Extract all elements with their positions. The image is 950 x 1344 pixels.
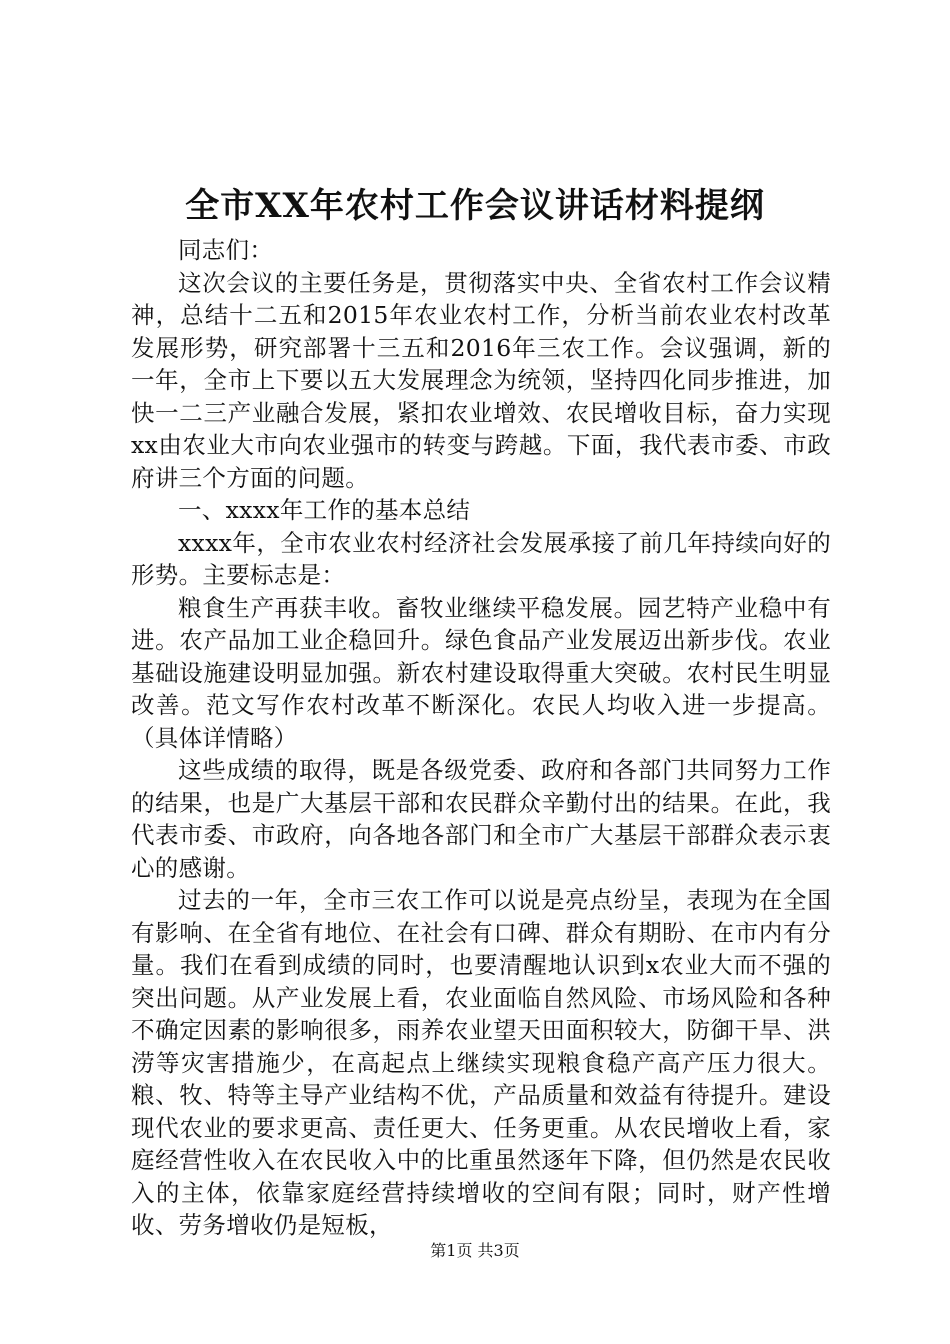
paragraph-problems: 过去的一年，全市三农工作可以说是亮点纷呈，表现为在全国有影响、在全省有地位、在社会有口碑、群众有期盼、在市内有分量。我们在看到成绩的同时，也要清醒地认识到x农业大而不强的突出问题。从产业发展上看，农业面临自然风险、市场风险和各种不确定因素的影响很多，雨养农业望天田面积较大，防御干旱、洪涝等灾害措施少，在高起点上继续实现粮食稳产高产压力很大。粮、牧、特等主导产业结构不优，产品质量和效益有待提升。建设现代农业的要求更高、责任更大、任务更重。从农民增收上看，家庭经营性收入在农民收入中的比重虽然逐年下降，但仍然是农民收入的主体，依靠家庭经营持续增收的空间有限；同时，财产性增收、劳务增收仍是短板， <box>131 886 831 1239</box>
document-title: 全市XX年农村工作会议讲话材料提纲 <box>185 186 765 226</box>
paragraph-salutation: 同志们： <box>178 236 274 264</box>
paragraph-summary: xxxx年，全市农业农村经济社会发展承接了前几年持续向好的形势。主要标志是： <box>131 528 831 589</box>
paragraph-achievements: 粮食生产再获丰收。畜牧业继续平稳发展。园艺特产业稳中有进。农产品加工业企稳回升。绿色食品产业发展迈出新步伐。农业基础设施建设明显加强。新农村建设取得重大突破。农村民生明显改善。范文写作农村改革不断深化。农民人均收入进一步提高。（具体详情略） <box>131 593 831 752</box>
page-footer: 第1页 共3页 <box>430 1241 520 1260</box>
section-heading: 一、xxxx年工作的基本总结 <box>178 496 471 524</box>
paragraph-intro: 这次会议的主要任务是，贯彻落实中央、全省农村工作会议精神，总结十二五和2015年农业农村工作，分析当前农业农村改革发展形势，研究部署十三五和2016年三农工作。会议强调，新的一年，全市上下要以五大发展理念为统领，坚持四化同步推进，加快一二三产业融合发展，紧扣农业增效、农民增收目标，奋力实现xx由农业大市向农业强市的转变与跨越。下面，我代表市委、市政府讲三个方面的问题。 <box>131 268 831 492</box>
paragraph-thanks: 这些成绩的取得，既是各级党委、政府和各部门共同努力工作的结果，也是广大基层干部和农民群众辛勤付出的结果。在此，我代表市委、市政府，向各地各部门和全市广大基层干部群众表示衷心的感谢。 <box>131 756 831 882</box>
document-body <box>131 234 831 1242</box>
